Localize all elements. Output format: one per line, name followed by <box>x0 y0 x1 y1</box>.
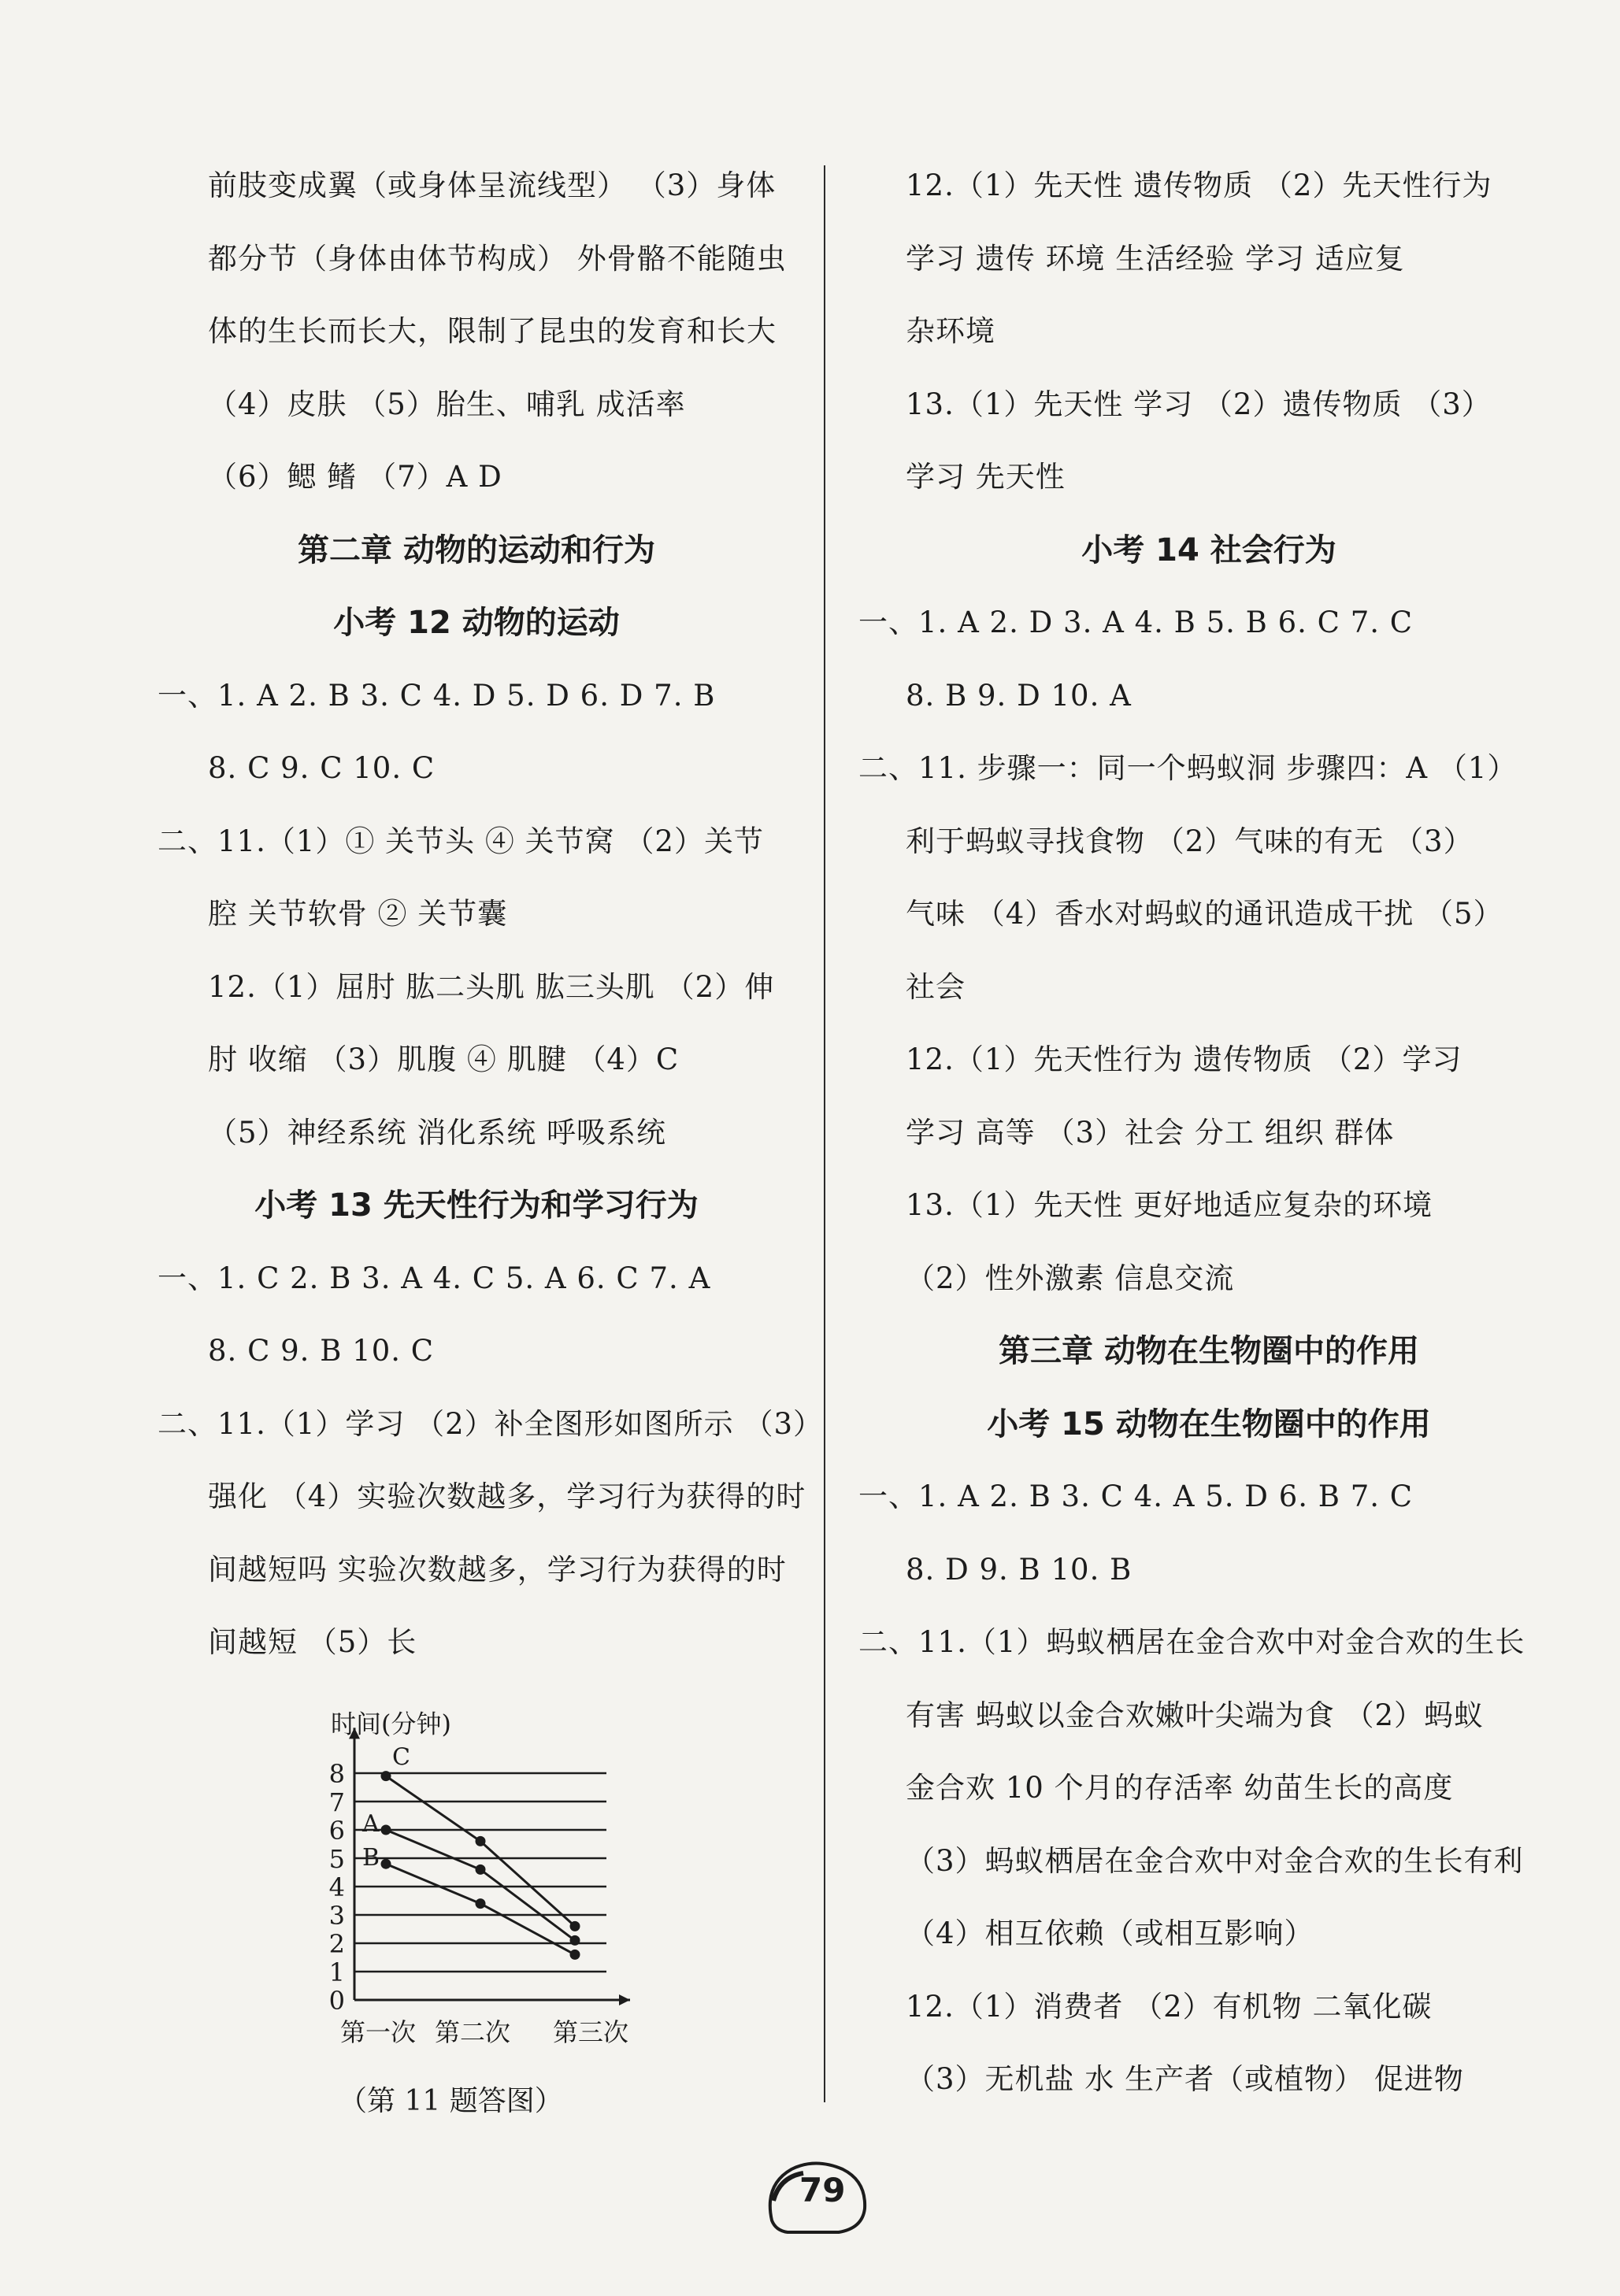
text-line: 学习 高等 （3）社会 分工 组织 群体 <box>906 1115 1395 1150</box>
y-tick-label: 1 <box>328 1957 345 1987</box>
text-line: 利于蚂蚁寻找食物 （2）气味的有无 （3） <box>906 824 1474 858</box>
text-line: 社会 <box>906 969 966 1004</box>
y-tick-label: 6 <box>328 1816 345 1846</box>
text-line: 一、1. A 2. B 3. C 4. D 5. D 6. D 7. B <box>158 678 716 713</box>
text-line: 都分节（身体由体节构成） 外骨骼不能随虫 <box>208 241 787 276</box>
left-column <box>158 150 823 1679</box>
section-title: 小考 15 动物在生物圈中的作用 <box>987 1405 1431 1442</box>
text-line: 一、1. A 2. D 3. A 4. B 5. B 6. C 7. C <box>858 605 1414 639</box>
text-line: 8. B 9. D 10. A <box>906 678 1132 713</box>
text-line: 8. C 9. C 10. C <box>208 751 436 785</box>
x-tick-label: 第一次 <box>339 2017 417 2047</box>
page-number-badge <box>756 2153 874 2240</box>
data-point-A <box>476 1865 486 1875</box>
text-line: 8. D 9. B 10. B <box>906 1552 1133 1587</box>
text-line: 二、11. 步骤一：同一个蚂蚁洞 步骤四：A （1） <box>858 751 1518 785</box>
series-line-A <box>386 1830 575 1940</box>
text-line: 12.（1）屈肘 肱二头肌 肱三头肌 （2）伸 <box>208 969 775 1004</box>
data-point-B <box>570 1950 580 1960</box>
text-line: （4）皮肤 （5）胎生、哺乳 成活率 <box>208 387 686 421</box>
x-axis-arrow-icon <box>619 1994 630 2005</box>
text-line: （3）蚂蚁栖居在金合欢中对金合欢的生长有利 <box>906 1843 1524 1878</box>
text-line: 体的生长而长大，限制了昆虫的发育和长大 <box>208 314 777 348</box>
y-tick-label: 4 <box>328 1872 345 1902</box>
learning-time-chart <box>299 1685 709 2071</box>
text-line: 前肢变成翼（或身体呈流线型） （3）身体 <box>208 168 777 202</box>
data-point-C <box>381 1771 391 1781</box>
data-point-B <box>381 1859 391 1869</box>
data-point-A <box>570 1935 580 1946</box>
x-tick-label: 第三次 <box>552 2017 629 2047</box>
page-number: 79 <box>799 2171 846 2209</box>
text-line: 二、11.（1）① 关节头 ④ 关节窝 （2）关节 <box>158 824 764 858</box>
text-line: 8. C 9. B 10. C <box>208 1334 435 1368</box>
text-line: （6）鳃 鳍 （7）A D <box>208 460 502 494</box>
x-tick-label: 第二次 <box>434 2017 511 2047</box>
data-point-C <box>476 1836 486 1846</box>
figure-caption: （第 11 题答图） <box>339 2085 563 2117</box>
chapter-title: 第三章 动物在生物圈中的作用 <box>999 1333 1419 1369</box>
text-line: 间越短吗 实验次数越多，学习行为获得的时 <box>208 1552 787 1587</box>
y-axis-title: 时间(分钟) <box>331 1709 451 1739</box>
text-line: 有害 蚂蚁以金合欢嫩叶尖端为食 （2）蚂蚁 <box>906 1698 1485 1732</box>
text-line: 二、11.（1）蚂蚁栖居在金合欢中对金合欢的生长 <box>858 1625 1525 1659</box>
text-line: 12.（1）先天性行为 遗传物质 （2）学习 <box>906 1042 1462 1076</box>
chart-svg <box>299 1685 709 2071</box>
text-line: 一、1. A 2. B 3. C 4. A 5. D 6. B 7. C <box>858 1479 1414 1513</box>
chapter-title: 第二章 动物的运动和行为 <box>298 531 655 568</box>
y-tick-label: 8 <box>328 1759 345 1789</box>
y-tick-label: 3 <box>328 1901 345 1931</box>
series-line-B <box>386 1864 575 1954</box>
text-line: 强化 （4）实验次数越多，学习行为获得的时 <box>208 1479 806 1513</box>
data-point-A <box>381 1825 391 1835</box>
section-title: 小考 14 社会行为 <box>1081 531 1336 568</box>
data-point-B <box>476 1898 486 1909</box>
data-point-C <box>570 1921 580 1931</box>
text-line: 学习 先天性 <box>906 460 1066 494</box>
text-line: 12.（1）先天性 遗传物质 （2）先天性行为 <box>906 168 1492 202</box>
text-line: （5）神经系统 消化系统 呼吸系统 <box>208 1115 667 1150</box>
text-line: （4）相互依赖（或相互影响） <box>906 1916 1314 1950</box>
text-line: 一、1. C 2. B 3. A 4. C 5. A 6. C 7. A <box>158 1261 711 1295</box>
text-line: 气味 （4）香水对蚂蚁的通讯造成干扰 （5） <box>906 897 1503 931</box>
section-title: 小考 13 先天性行为和学习行为 <box>254 1187 699 1224</box>
series-label-B: B <box>362 1844 380 1872</box>
text-line: 13.（1）先天性 学习 （2）遗传物质 （3） <box>906 387 1492 421</box>
text-line: 二、11.（1）学习 （2）补全图形如图所示 （3） <box>158 1406 823 1441</box>
text-line: 金合欢 10 个月的存活率 幼苗生长的高度 <box>906 1771 1454 1805</box>
y-tick-label: 7 <box>328 1787 345 1817</box>
text-line: 学习 遗传 环境 生活经验 学习 适应复 <box>906 241 1405 276</box>
series-label-C: C <box>392 1743 410 1772</box>
text-line: 13.（1）先天性 更好地适应复杂的环境 <box>906 1188 1433 1222</box>
text-line: （2）性外激素 信息交流 <box>906 1261 1235 1295</box>
text-line: 12.（1）消费者 （2）有机物 二氧化碳 <box>906 1989 1433 2024</box>
text-line: 间越短 （5）长 <box>208 1625 417 1659</box>
section-title: 小考 12 动物的运动 <box>333 605 620 641</box>
text-line: （3）无机盐 水 生产者（或植物） 促进物 <box>906 2062 1464 2096</box>
column-divider <box>824 165 825 2102</box>
right-column <box>858 150 1525 2116</box>
series-label-A: A <box>362 1810 380 1838</box>
y-tick-label: 0 <box>328 1986 345 2016</box>
y-tick-label: 5 <box>328 1844 345 1874</box>
text-line: 杂环境 <box>906 314 995 348</box>
text-line: 腔 关节软骨 ② 关节囊 <box>208 897 508 931</box>
y-tick-label: 2 <box>328 1929 345 1959</box>
text-line: 肘 收缩 （3）肌腹 ④ 肌腱 （4）C <box>208 1042 680 1076</box>
